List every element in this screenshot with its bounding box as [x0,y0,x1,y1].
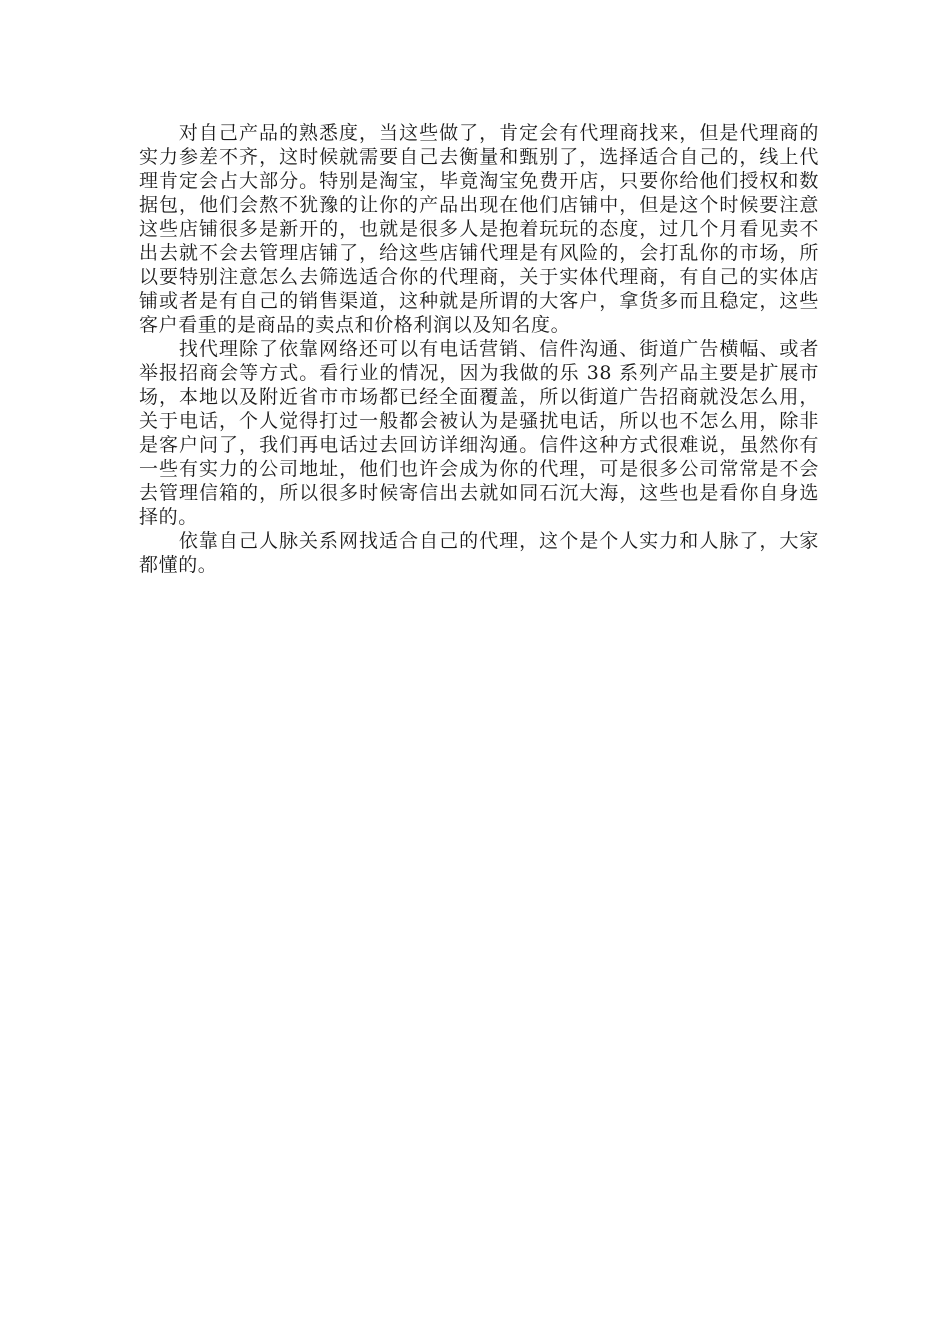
paragraph-1: 对自己产品的熟悉度，当这些做了，肯定会有代理商找来，但是代理商的实力参差不齐，这时候就需要自己去衡量和甄别了，选择适合自己的，线上代理肯定会占大部分。特别是淘宝，毕竟淘宝免费开店，只要你给他们授权和数据包，他们会熬不犹豫的让你的产品出现在他们店铺中，但是这个时候要注意这些店铺很多是新开的，也就是很多人是抱着玩玩的态度，过几个月看见卖不出去就不会去管理店铺了，给这些店铺代理是有风险的，会打乱你的市场，所以要特别注意怎么去筛选适合你的代理商，关于实体代理商，有自己的实体店铺或者是有自己的销售渠道，这种就是所谓的大客户，拿货多而且稳定，这些客户看重的是商品的卖点和价格利润以及知名度。 [139,122,819,336]
paragraph-2: 找代理除了依靠网络还可以有电话营销、信件沟通、街道广告横幅、或者举报招商会等方式。看行业的情况，因为我做的乐 38 系列产品主要是扩展市场，本地以及附近省市市场都已经全面覆盖，所以街道广告招商就没怎么用，关于电话，个人觉得打过一般都会被认为是骚扰电话，所以也不怎么用，除非是客户问了，我们再电话过去回访详细沟通。信件这种方式很难说，虽然你有一些有实力的公司地址，他们也许会成为你的代理，可是很多公司常常是不会去管理信箱的，所以很多时候寄信出去就如同石沉大海，这些也是看你自身选择的。 [139,338,819,528]
document-body [139,121,819,577]
paragraph-3: 依靠自己人脉关系网找适合自己的代理，这个是个人实力和人脉了，大家都懂的。 [139,530,819,576]
